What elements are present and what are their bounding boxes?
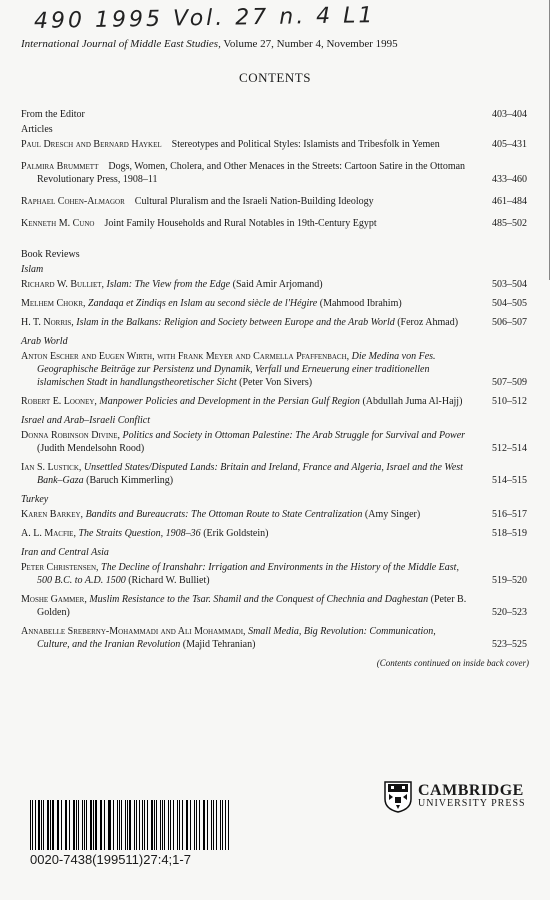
article-text	[21, 138, 467, 151]
entry-pages: 510–512	[492, 396, 527, 407]
barcode-bar	[113, 800, 114, 850]
article-text	[21, 195, 467, 208]
publisher-name: CAMBRIDGE	[418, 782, 524, 799]
barcode-bar	[84, 800, 85, 850]
article-text	[21, 217, 467, 230]
review-entry	[21, 461, 537, 487]
review-reviewer: (Judith Mendelsohn Rood)	[37, 443, 145, 454]
barcode-bar	[204, 800, 205, 850]
article-title: Cultural Pluralism and the Israeli Nation-Building Ideology	[134, 196, 374, 207]
entry-pages: 523–525	[492, 639, 527, 650]
contents-continued-note: (Contents continued on inside back cover)	[376, 658, 529, 668]
barcode-bar	[196, 800, 197, 850]
review-book-title: Islam in the Balkans: Religion and Society between Europe and the Arab World	[76, 317, 395, 328]
barcode-bar	[65, 800, 66, 850]
barcode-bar	[52, 800, 54, 850]
barcode-bar	[104, 800, 105, 850]
from-editor-label: From the Editor	[21, 109, 85, 120]
barcode-bar	[119, 800, 120, 850]
review-book-title: Unsettled States/Disputed Lands: Britain and Ireland, France and Algeria, Israel and the West Bank–Gaza	[37, 462, 463, 486]
article-title: Stereotypes and Political Styles: Islamists and Tribesfolk in Yemen	[171, 139, 440, 150]
barcode-bar	[38, 800, 40, 850]
review-book-title: Manpower Policies and Development in the Persian Gulf Region	[99, 396, 360, 407]
review-section-heading: Israel and Arab–Israeli Conflict	[21, 415, 150, 426]
table-of-contents	[21, 108, 537, 670]
article-text	[21, 160, 467, 186]
review-entry	[21, 278, 537, 291]
review-reviewer: (Mahmood Ibrahim)	[319, 298, 402, 309]
review-book-title: The Decline of Iranshahr: Irrigation and Environments in the History of the Middle East, 500 B.C. to A.D. 1500	[37, 562, 459, 586]
barcode-bar	[147, 800, 148, 850]
barcode-bar	[194, 800, 195, 850]
barcode-bar	[117, 800, 118, 850]
barcode-bar	[50, 800, 51, 850]
barcode-bar	[190, 800, 192, 850]
barcode-bar	[129, 800, 131, 850]
barcode-bar	[151, 800, 153, 850]
review-text	[21, 508, 467, 521]
review-book-title: Politics and Society in Ottoman Palestine: The Arab Struggle for Survival and Power	[122, 430, 466, 441]
review-reviewer: (Peter Von Sivers)	[239, 377, 313, 388]
entry-pages: 485–502	[492, 218, 527, 229]
barcode-bar	[125, 800, 126, 850]
barcode-bar	[211, 800, 213, 850]
review-reviewer: (Peter B. Golden)	[37, 594, 467, 618]
handwritten-note: 490 1995 Vol. 27 n. 4 L1	[33, 3, 376, 34]
review-book-title: Die Medina von Fes. Geographische Beiträge zur Persistenz und Dynamik, Verfall und Erneuerung einer traditionellen islamischen Stadt in handlungstheoretischer Sicht	[37, 351, 436, 388]
article-authors: Raphael Cohen-Almagor	[21, 196, 125, 207]
review-reviewer: (Baruch Kimmerling)	[86, 475, 174, 486]
barcode-bar	[90, 800, 91, 850]
review-author: Ian S. Lustick,	[21, 462, 82, 473]
review-author: Annabelle Sreberny-Mohammadi and Ali Mohammadi,	[21, 626, 246, 637]
barcode-bar	[47, 800, 48, 850]
barcode	[30, 800, 230, 850]
barcode-bar	[35, 800, 36, 850]
review-entry	[21, 316, 537, 329]
review-reviewer: (Feroz Ahmad)	[397, 317, 459, 328]
review-section-heading: Iran and Central Asia	[21, 547, 109, 558]
review-reviewer: (Majid Tehranian)	[182, 639, 256, 650]
journal-name: International Journal of Middle East Studies,	[21, 38, 221, 50]
article-entry	[21, 138, 537, 151]
barcode-bar	[134, 800, 135, 850]
article-entry	[21, 160, 537, 186]
entry-pages: 504–505	[492, 298, 527, 309]
review-book-title: Zandaqa et Zindiqs en Islam au second siècle de l'Hégire	[88, 298, 318, 309]
barcode-bar	[222, 800, 223, 850]
review-entry	[21, 561, 537, 587]
barcode-bar	[76, 800, 77, 850]
barcode-number: 0020-7438(199511)27:4;1-7	[30, 852, 191, 867]
review-entry	[21, 508, 537, 521]
barcode-bar	[168, 800, 169, 850]
entry-pages: 512–514	[492, 443, 527, 454]
barcode-bar	[32, 800, 33, 850]
review-text	[21, 278, 467, 291]
contents-title: CONTENTS	[239, 70, 311, 85]
review-entry	[21, 527, 537, 540]
from-editor-entry	[21, 108, 537, 121]
review-author: Donna Robinson Divine,	[21, 430, 120, 441]
review-section-heading: Arab World	[21, 336, 68, 347]
publisher-press: UNIVERSITY PRESS	[418, 798, 526, 809]
barcode-bar	[61, 800, 62, 850]
entry-pages: 516–517	[492, 509, 527, 520]
review-book-title: Islam: The View from the Edge	[106, 279, 231, 290]
barcode-bar	[187, 800, 188, 850]
review-reviewer: (Erik Goldstein)	[203, 528, 269, 539]
barcode-bar	[101, 800, 102, 850]
review-reviewer: (Amy Singer)	[364, 509, 421, 520]
review-author: Moshe Gammer,	[21, 594, 87, 605]
review-text	[21, 350, 467, 389]
review-author: Robert E. Looney,	[21, 396, 97, 407]
article-title: Dogs, Women, Cholera, and Other Menaces in the Streets: Cartoon Satire in the Ottoman Revolutionary Press, 1908–11	[37, 161, 466, 185]
book-reviews-heading: Book Reviews	[21, 249, 80, 260]
review-reviewer: (Said Amir Arjomand)	[232, 279, 323, 290]
review-entry	[21, 593, 537, 619]
review-reviewer: (Richard W. Bulliet)	[128, 575, 210, 586]
barcode-bar	[164, 800, 165, 850]
entry-pages: 506–507	[492, 317, 527, 328]
barcode-bar	[162, 800, 163, 850]
review-text	[21, 395, 467, 408]
article-title: Joint Family Households and Rural Notables in 19th-Century Egypt	[104, 218, 377, 229]
barcode-bar	[100, 800, 101, 850]
entry-pages: 433–460	[492, 174, 527, 185]
barcode-bar	[82, 800, 83, 850]
barcode-bar	[225, 800, 226, 850]
barcode-bar	[127, 800, 128, 850]
article-entry	[21, 217, 537, 230]
barcode-bar	[228, 800, 229, 850]
review-text	[21, 593, 467, 619]
barcode-bar	[207, 800, 208, 850]
review-author: Anton Escher and Eugen Wirth, with Frank Meyer and Carmella Pfaffenbach,	[21, 351, 350, 362]
entry-pages: 520–523	[492, 607, 527, 618]
barcode-bar	[156, 800, 157, 850]
barcode-bar	[109, 800, 111, 850]
barcode-bar	[121, 800, 122, 850]
review-text	[21, 316, 467, 329]
article-authors: Palmira Brummett	[21, 161, 99, 172]
article-authors: Paul Dresch and Bernard Haykel	[21, 139, 162, 150]
barcode-bar	[69, 800, 70, 850]
barcode-bar	[199, 800, 200, 850]
barcode-bar	[30, 800, 31, 850]
barcode-bar	[160, 800, 161, 850]
barcode-bar	[142, 800, 143, 850]
articles-heading: Articles	[21, 124, 53, 135]
review-book-title: Small Media, Big Revolution: Communication, Culture, and the Iranian Revolution	[37, 626, 436, 650]
barcode-bar	[220, 800, 221, 850]
entry-pages: 461–484	[492, 196, 527, 207]
barcode-bar	[57, 800, 58, 850]
barcode-bar	[58, 800, 59, 850]
review-reviewer: (Abdullah Juma Al-Hajj)	[362, 396, 463, 407]
review-text	[21, 297, 467, 310]
barcode-bar	[216, 800, 217, 850]
review-author: Melhem Chokr,	[21, 298, 86, 309]
cambridge-shield-icon	[384, 781, 412, 813]
barcode-bar	[66, 800, 67, 850]
review-text	[21, 527, 467, 540]
barcode-bar	[186, 800, 187, 850]
barcode-bar	[170, 800, 172, 850]
barcode-bar	[108, 800, 109, 850]
entry-pages: 503–504	[492, 279, 527, 290]
review-book-title: Bandits and Bureaucrats: The Ottoman Route to State Centralization	[85, 509, 363, 520]
review-author: Karen Barkey,	[21, 509, 84, 520]
review-section-heading: Islam	[21, 264, 44, 275]
review-author: Peter Christensen,	[21, 562, 99, 573]
entry-pages: 403–404	[492, 109, 527, 120]
entry-pages: 507–509	[492, 377, 527, 388]
review-entry	[21, 395, 537, 408]
barcode-bar	[203, 800, 204, 850]
publisher-logo	[384, 781, 526, 813]
barcode-bar	[139, 800, 140, 850]
review-book-title: The Straits Question, 1908–36	[78, 528, 201, 539]
review-author: Richard W. Bulliet,	[21, 279, 105, 290]
articles-list	[21, 138, 537, 230]
review-entry	[21, 297, 537, 310]
barcode-bar	[154, 800, 155, 850]
barcode-bar	[93, 800, 94, 850]
barcode-bar	[86, 800, 87, 850]
barcode-bar	[73, 800, 75, 850]
review-text	[21, 429, 467, 455]
review-book-title: Muslim Resistance to the Tsar. Shamil and the Conquest of Chechnia and Daghestan	[89, 594, 429, 605]
entry-pages: 405–431	[492, 139, 527, 150]
review-author: H. T. Norris,	[21, 317, 74, 328]
review-author: A. L. Macfie,	[21, 528, 76, 539]
review-text	[21, 561, 467, 587]
barcode-bar	[136, 800, 137, 850]
journal-issue: Volume 27, Number 4, November 1995	[223, 38, 398, 50]
review-text	[21, 461, 467, 487]
entry-pages: 518–519	[492, 528, 527, 539]
barcode-bar	[182, 800, 183, 850]
barcode-bar	[213, 800, 214, 850]
entry-pages: 514–515	[492, 475, 527, 486]
barcode-bar	[43, 800, 44, 850]
journal-line	[21, 38, 398, 50]
barcode-bar	[78, 800, 79, 850]
article-entry	[21, 195, 537, 208]
barcode-bar	[41, 800, 42, 850]
barcode-bar	[179, 800, 180, 850]
review-section-heading: Turkey	[21, 494, 49, 505]
reviews-list	[21, 263, 537, 651]
barcode-bar	[95, 800, 97, 850]
review-entry	[21, 429, 537, 455]
article-authors: Kenneth M. Cuno	[21, 218, 95, 229]
review-entry	[21, 625, 537, 651]
review-entry	[21, 350, 537, 389]
entry-pages: 519–520	[492, 575, 527, 586]
barcode-bar	[177, 800, 178, 850]
review-text	[21, 625, 467, 651]
barcode-bar	[144, 800, 145, 850]
barcode-bar	[173, 800, 174, 850]
